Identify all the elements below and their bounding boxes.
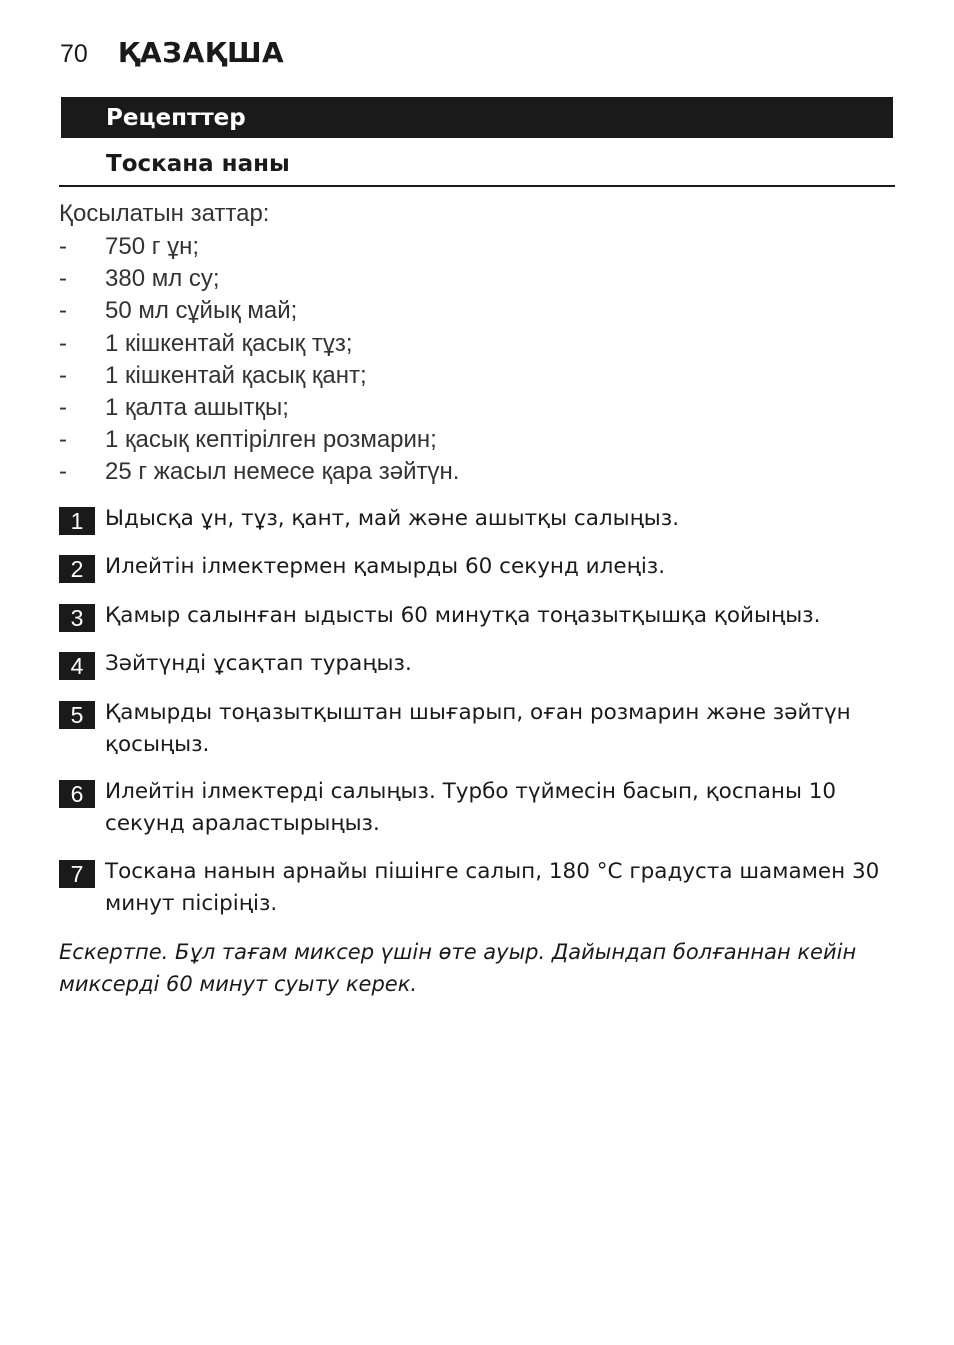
title-divider <box>59 185 895 187</box>
bullet-dash: - <box>59 297 67 325</box>
step-text: Тоскана нанын арнайы пішінге салып, 180 °C градуста шамамен 30 минут пісіріңіз. <box>105 859 880 916</box>
ingredient-text: 380 мл су; <box>105 265 220 293</box>
ingredient-text: 50 мл сұйық май; <box>105 297 298 325</box>
ingredient-text: 25 г жасыл немесе қара зәйтүн. <box>105 458 460 486</box>
step-text: Ыдысқа ұн, тұз, қант, май және ашытқы салыңыз. <box>105 506 680 531</box>
step-number: 6 <box>59 780 95 808</box>
step-text: Илейтін ілмектермен қамырды 60 секунд илеңіз. <box>105 554 666 579</box>
bullet-dash: - <box>59 233 67 260</box>
step-text: Қамыр салынған ыдысты 60 минутқа тоңазытқышқа қойыңыз. <box>105 603 821 628</box>
language-title: ҚАЗАҚША <box>117 36 285 69</box>
ingredient-text: 1 кішкентай қасық тұз; <box>105 329 353 357</box>
ingredient-text: 1 кішкентай қасық қант; <box>105 361 367 389</box>
step-number: 2 <box>59 555 95 583</box>
ingredients-label: Қосылатын заттар: <box>59 200 270 227</box>
ingredient-text: 1 қалта ашытқы; <box>105 393 289 421</box>
section-title: Рецепттер <box>106 105 246 131</box>
bullet-dash: - <box>59 393 67 421</box>
step-number: 3 <box>59 604 95 632</box>
section-bar <box>61 97 893 138</box>
bullet-dash: - <box>59 329 67 357</box>
ingredient-text: 750 г ұн; <box>105 233 200 260</box>
step-text: Илейтін ілмектерді салыңыз. Турбо түймесін басып, қоспаны 10 секунд араластырыңыз. <box>105 779 837 836</box>
page-header <box>60 36 284 72</box>
step-number: 5 <box>59 701 95 729</box>
bullet-dash: - <box>59 426 67 454</box>
recipe-note: Ескертпе. Бұл тағам миксер үшін өте ауыр. Дайындап болғаннан кейін миксерді 60 минут суыту керек. <box>59 940 857 996</box>
step-number: 7 <box>59 860 95 888</box>
step-text: Зәйтүнді ұсақтап тураңыз. <box>105 651 412 676</box>
recipe-title: Тоскана наны <box>106 151 290 177</box>
step-text: Қамырды тоңазытқыштан шығарып, оған розмарин және зәйтүн қосыңыз. <box>105 700 851 757</box>
bullet-dash: - <box>59 458 67 486</box>
bullet-dash: - <box>59 265 67 293</box>
bullet-dash: - <box>59 361 67 389</box>
ingredient-text: 1 қасық кептірілген розмарин; <box>105 426 437 454</box>
page-number: 70 <box>60 40 88 68</box>
step-number: 4 <box>59 652 95 680</box>
step-number: 1 <box>59 507 95 535</box>
